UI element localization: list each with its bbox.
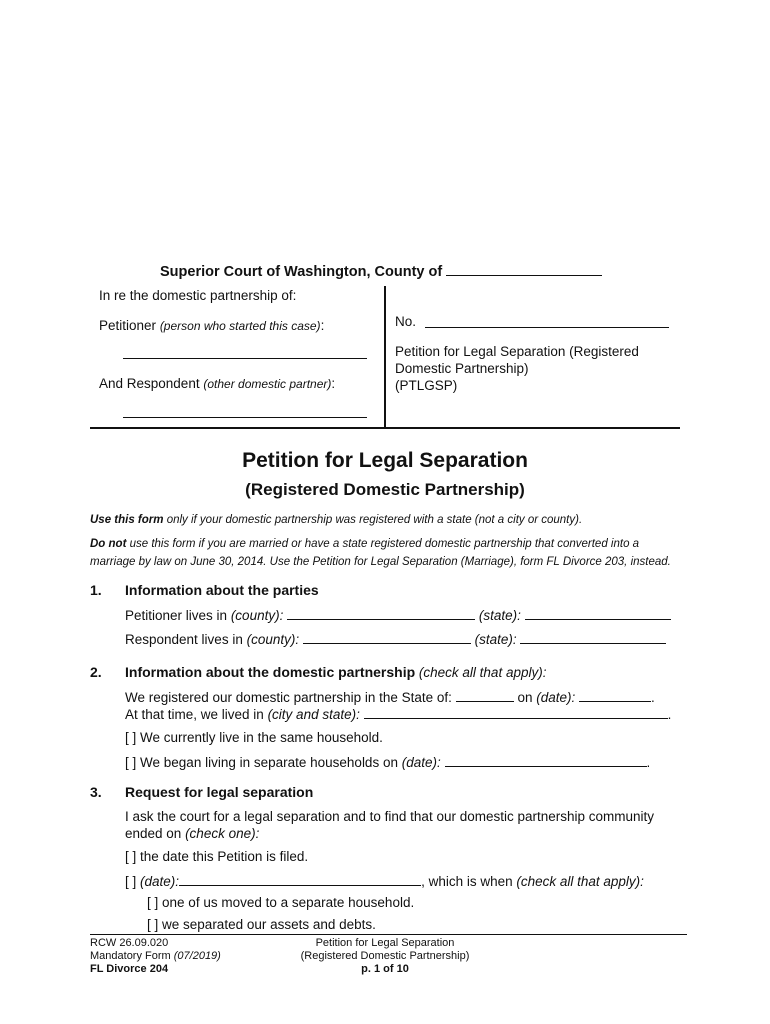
petitioner-note: (person who started this case) xyxy=(159,319,321,333)
petitioner-county-field[interactable] xyxy=(287,607,475,620)
in-re-label: In re the domestic partnership of: xyxy=(99,288,297,303)
checkbox-same-household[interactable]: [ ] xyxy=(125,730,137,745)
checkbox-separate-households[interactable]: [ ] xyxy=(125,755,137,770)
petitioner-label-row: Petitioner (person who started this case): xyxy=(99,318,325,333)
respondent-note: (other domestic partner) xyxy=(203,377,332,391)
checkbox-assets[interactable]: [ ] xyxy=(147,917,159,932)
footer-left: RCW 26.09.020 Mandatory Form (07/2019) FL Divorce 204 xyxy=(90,937,221,975)
caption-bottom-rule xyxy=(90,427,680,429)
petitioner-state-field[interactable] xyxy=(525,607,671,620)
separate-date-field[interactable] xyxy=(445,754,647,767)
page-title: Petition for Legal Separation xyxy=(242,449,528,472)
section-1-number: 1. xyxy=(90,582,102,598)
county-field[interactable] xyxy=(446,263,602,276)
registered-row: We registered our domestic partnership in the State of: on (date): . xyxy=(125,690,655,705)
checkbox-specific-date[interactable]: [ ] xyxy=(125,874,137,889)
use-form-note: Use this form only if your domestic partnership was registered with a state (not a city or county). xyxy=(90,514,583,526)
section-2-title-row: Information about the domestic partnership (check all that apply): xyxy=(125,664,547,680)
checkbox-date-filed[interactable]: [ ] xyxy=(125,849,137,864)
checkbox-moved[interactable]: [ ] xyxy=(147,895,159,910)
case-number-row: No. xyxy=(395,314,417,329)
court-title: Superior Court of Washington, County of xyxy=(160,263,602,280)
option-moved[interactable]: [ ] one of us moved to a separate household. xyxy=(147,895,415,910)
section-3-number: 3. xyxy=(90,784,102,800)
section-1-title: Information about the parties xyxy=(125,582,319,598)
option-date-filed[interactable]: [ ] the date this Petition is filed. xyxy=(125,849,309,864)
do-not-note: Do not use this form if you are married or have a state registered domestic partnership that converted into a marriage by law on June 30, 2014. Use the Petition for Legal Separation (Marriage), form FL Divorce 203, instead. xyxy=(90,538,671,568)
petitioner-name-field[interactable] xyxy=(123,358,367,359)
section-2-number: 2. xyxy=(90,664,102,680)
respondent-county-field[interactable] xyxy=(303,631,471,644)
footer-center: Petition for Legal Separation (Registered Domestic Partnership) p. 1 of 10 xyxy=(235,937,535,976)
request-text: I ask the court for a legal separation and to find that our domestic partnership community ended on (check one): xyxy=(125,809,655,841)
page-subtitle: (Registered Domestic Partnership) xyxy=(245,480,525,499)
registered-state-field[interactable] xyxy=(456,689,514,702)
option-assets[interactable]: [ ] we separated our assets and debts. xyxy=(147,917,376,932)
respondent-label-row: And Respondent (other domestic partner): xyxy=(99,376,336,391)
lived-row: At that time, we lived in (city and state): . xyxy=(125,707,672,722)
footer-rule xyxy=(90,934,687,935)
respondent-lives-row: Respondent lives in (county): (state): xyxy=(125,631,666,647)
respondent-name-field[interactable] xyxy=(123,417,367,418)
caption-divider xyxy=(384,286,386,428)
option-same-household[interactable]: [ ] We currently live in the same household. xyxy=(125,730,383,745)
option-specific-date[interactable]: [ ] (date): , which is when (check all that apply): xyxy=(125,874,644,889)
petitioner-lives-row: Petitioner lives in (county): (state): xyxy=(125,607,671,623)
section-3-title: Request for legal separation xyxy=(125,784,314,800)
page-number: p. 1 of 10 xyxy=(361,963,409,975)
community-end-date-field[interactable] xyxy=(179,873,421,886)
caption-doc-title: Petition for Legal Separation (Registered Domestic Partnership) (PTLGSP) xyxy=(395,344,639,393)
respondent-state-field[interactable] xyxy=(520,631,666,644)
case-number-field[interactable] xyxy=(425,327,669,328)
city-state-field[interactable] xyxy=(364,706,668,719)
registered-date-field[interactable] xyxy=(579,689,651,702)
option-separate-households[interactable]: [ ] We began living in separate households on (date): . xyxy=(125,755,651,770)
